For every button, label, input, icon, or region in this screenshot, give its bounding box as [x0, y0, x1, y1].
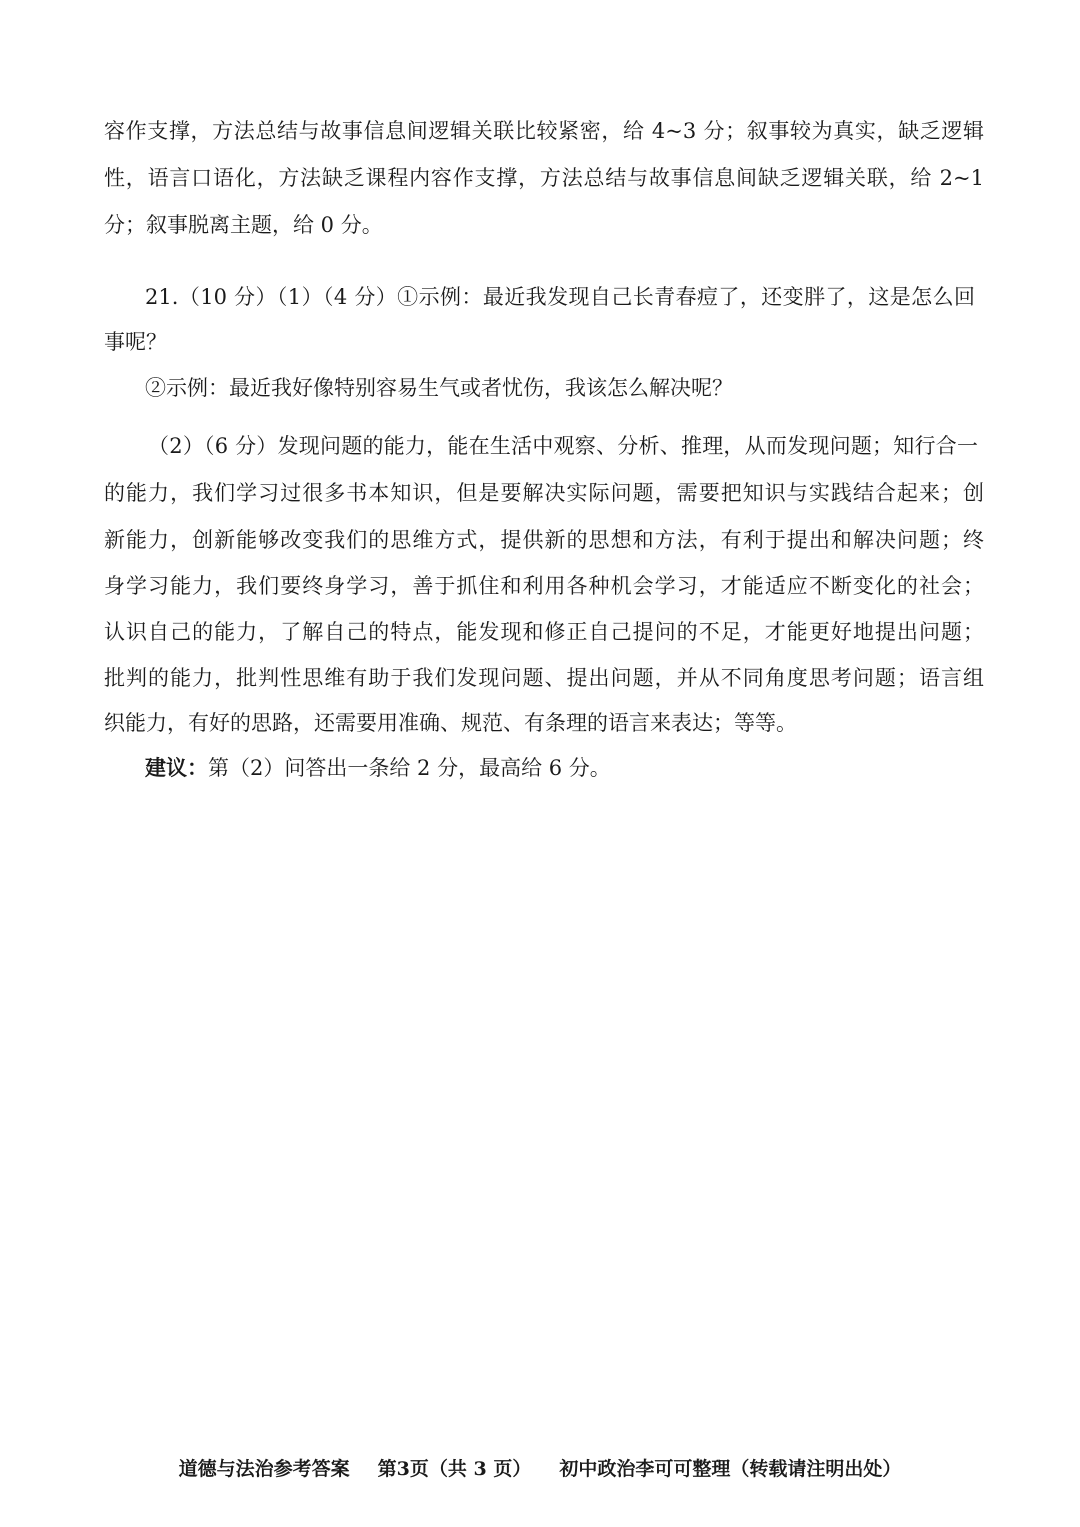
- q21-part2-line-2: 的能力，我们学习过很多书本知识，但是要解决实际问题，需要把知识与实践结合起来；创: [104, 481, 984, 505]
- scoring-line-3: 分；叙事脱离主题，给 0 分。: [104, 213, 383, 237]
- suggestion-text: 第（2）问答出一条给 2 分，最高给 6 分。: [208, 756, 611, 780]
- q21-part2-line-1: （2）（6 分）发现问题的能力，能在生活中观察、分析、推理，从而发现问题；知行合一: [148, 434, 978, 458]
- q21-part2-line-3: 新能力，创新能够改变我们的思维方式，提供新的思想和方法，有利于提出和解决问题；终: [104, 528, 984, 552]
- q21-part2-line-6: 批判的能力，批判性思维有助于我们发现问题、提出问题，并从不同角度思考问题；语言组: [104, 666, 984, 690]
- q21-part1-line-2: 事呢？: [104, 330, 167, 354]
- footer-credit: 初中政治李可可整理（转载请注明出处）: [559, 1458, 902, 1480]
- footer-subject: 道德与法治参考答案: [178, 1458, 350, 1480]
- q21-part2-line-7: 织能力，有好的思路，还需要用准确、规范、有条理的语言来表达；等等。: [104, 711, 797, 735]
- q21-part2-line-5: 认识自己的能力，了解自己的特点，能发现和修正自己提问的不足，才能更好地提出问题；: [104, 620, 984, 644]
- scoring-line-1: 容作支撑，方法总结与故事信息间逻辑关联比较紧密，给 4~3 分；叙事较为真实，缺乏逻辑: [104, 119, 984, 143]
- suggestion-line: [145, 754, 975, 782]
- page-footer: [0, 1456, 1080, 1482]
- footer-page-number: 第3页（共 3 页）: [377, 1458, 532, 1480]
- q21-example-2: ②示例：最近我好像特别容易生气或者忧伤，我该怎么解决呢？: [145, 376, 733, 400]
- q21-part1-line-1: 21.（10 分）（1）（4 分）①示例：最近我发现自己长青春痘了，还变胖了，这是怎么回: [145, 285, 975, 309]
- scoring-line-2: 性，语言口语化，方法缺乏课程内容作支撑，方法总结与故事信息间缺乏逻辑关联，给 2~1: [104, 166, 984, 190]
- q21-part2-line-4: 身学习能力，我们要终身学习，善于抓住和利用各种机会学习，才能适应不断变化的社会；: [104, 574, 984, 598]
- suggestion-label: 建议：: [145, 755, 208, 780]
